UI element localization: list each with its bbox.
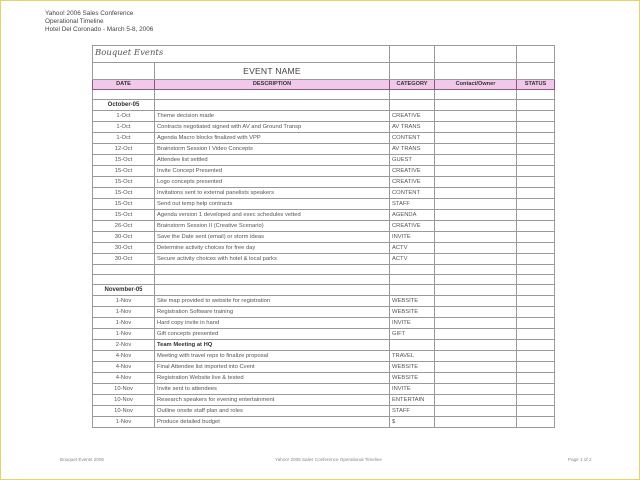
row-category: ENTERTAIN	[390, 395, 435, 406]
blank-cell	[517, 275, 555, 285]
row-date: 10-Nov	[93, 395, 155, 406]
event-name-row	[93, 63, 555, 80]
row-contact-owner	[435, 188, 517, 199]
row-description: Team Meeting at HQ	[155, 340, 390, 351]
timeline-table	[92, 45, 555, 428]
row-category: CREATIVE	[390, 177, 435, 188]
row-status	[517, 210, 555, 221]
row-contact-owner	[435, 199, 517, 210]
row-contact-owner	[435, 329, 517, 340]
row-category: AV TRANS	[390, 144, 435, 155]
row-contact-owner	[435, 210, 517, 221]
row-status	[517, 373, 555, 384]
blank-cell	[390, 90, 435, 100]
blank-row	[93, 275, 555, 285]
blank-cell	[390, 285, 435, 296]
row-contact-owner	[435, 177, 517, 188]
blank-cell	[93, 90, 155, 100]
table-row	[93, 307, 555, 318]
table-row	[93, 155, 555, 166]
row-category: CREATIVE	[390, 111, 435, 122]
row-status	[517, 296, 555, 307]
table-row	[93, 318, 555, 329]
row-category: $	[390, 417, 435, 428]
blank-cell	[517, 285, 555, 296]
row-date: 1-Nov	[93, 417, 155, 428]
row-contact-owner	[435, 417, 517, 428]
header-line-3: Hotel Del Coronado - March 5-8, 2006	[45, 26, 154, 34]
table-row	[93, 406, 555, 417]
blank-cell	[517, 100, 555, 111]
row-description: Save the Date sent (email) or storm ideas	[155, 232, 390, 243]
month-label: October-05	[93, 100, 155, 111]
row-category: INVITE	[390, 232, 435, 243]
row-contact-owner	[435, 362, 517, 373]
footer-right: Page 1 of 2	[568, 457, 592, 462]
row-status	[517, 340, 555, 351]
row-contact-owner	[435, 351, 517, 362]
row-category: WEBSITE	[390, 296, 435, 307]
timeline-table-body	[93, 46, 555, 428]
row-status	[517, 351, 555, 362]
row-category: CONTENT	[390, 133, 435, 144]
table-row	[93, 296, 555, 307]
row-date: 1-Nov	[93, 307, 155, 318]
row-date: 26-Oct	[93, 221, 155, 232]
row-contact-owner	[435, 340, 517, 351]
blank-cell	[435, 285, 517, 296]
row-contact-owner	[435, 296, 517, 307]
table-row	[93, 232, 555, 243]
document-header	[45, 10, 153, 35]
logo-cell	[93, 46, 390, 63]
row-category: GUEST	[390, 155, 435, 166]
row-date: 10-Nov	[93, 406, 155, 417]
row-description: Brainstorm Session II (Creative Scenario)	[155, 221, 390, 232]
table-row	[93, 111, 555, 122]
row-date: 4-Nov	[93, 351, 155, 362]
row-category: AGENDA	[390, 210, 435, 221]
blank-cell	[93, 265, 155, 275]
row-description: Final Attendee list imported into Cvent	[155, 362, 390, 373]
row-category	[390, 340, 435, 351]
blank-row	[93, 90, 555, 100]
blank-cell	[155, 265, 390, 275]
row-description: Send out temp help contracts	[155, 199, 390, 210]
row-date: 1-Oct	[93, 133, 155, 144]
row-category: ACTV	[390, 243, 435, 254]
row-status	[517, 177, 555, 188]
blank-cell	[155, 90, 390, 100]
column-header-row	[93, 80, 555, 90]
table-row	[93, 144, 555, 155]
table-row	[93, 329, 555, 340]
row-status	[517, 199, 555, 210]
table-row	[93, 351, 555, 362]
row-description: Determine activity choices for free day	[155, 243, 390, 254]
row-description: Agenda version 1 developed and exec schedules vetted	[155, 210, 390, 221]
table-row	[93, 384, 555, 395]
row-contact-owner	[435, 155, 517, 166]
row-date: 2-Nov	[93, 340, 155, 351]
row-description: Outline onsite staff plan and roles	[155, 406, 390, 417]
row-category: INVITE	[390, 384, 435, 395]
row-status	[517, 406, 555, 417]
row-category: WEBSITE	[390, 307, 435, 318]
row-date: 1-Nov	[93, 296, 155, 307]
table-row	[93, 122, 555, 133]
event-name: EVENT NAME	[155, 63, 390, 80]
row-description: Registration Software training	[155, 307, 390, 318]
header-description: DESCRIPTION	[155, 80, 390, 90]
table-row	[93, 221, 555, 232]
table-row	[93, 166, 555, 177]
row-date: 1-Nov	[93, 318, 155, 329]
row-contact-owner	[435, 166, 517, 177]
row-description: Secure activity choices with hotel & local parks	[155, 254, 390, 265]
table-row	[93, 340, 555, 351]
row-category: ACTV	[390, 254, 435, 265]
row-date: 15-Oct	[93, 210, 155, 221]
row-status	[517, 254, 555, 265]
row-status	[517, 307, 555, 318]
blank-cell	[435, 275, 517, 285]
row-category: STAFF	[390, 406, 435, 417]
row-status	[517, 243, 555, 254]
row-date: 30-Oct	[93, 254, 155, 265]
row-date: 30-Oct	[93, 232, 155, 243]
row-contact-owner	[435, 254, 517, 265]
header-line-2: Operational Timeline	[45, 18, 104, 26]
blank-cell	[390, 265, 435, 275]
row-contact-owner	[435, 406, 517, 417]
table-row	[93, 188, 555, 199]
row-date: 15-Oct	[93, 166, 155, 177]
header-date: DATE	[93, 80, 155, 90]
row-status	[517, 133, 555, 144]
row-date: 4-Nov	[93, 362, 155, 373]
blank-cell	[390, 100, 435, 111]
table-row	[93, 243, 555, 254]
table-row	[93, 395, 555, 406]
table-row	[93, 177, 555, 188]
row-status	[517, 166, 555, 177]
row-contact-owner	[435, 221, 517, 232]
blank-cell	[93, 275, 155, 285]
row-category: CREATIVE	[390, 221, 435, 232]
row-category: GIFT	[390, 329, 435, 340]
row-date: 15-Oct	[93, 199, 155, 210]
row-category: AV TRANS	[390, 122, 435, 133]
table-row	[93, 210, 555, 221]
row-description: Invitations sent to external panelists speakers	[155, 188, 390, 199]
row-description: Brainstorm Session I Video Concepts	[155, 144, 390, 155]
row-category: CONTENT	[390, 188, 435, 199]
blank-cell	[155, 100, 390, 111]
row-contact-owner	[435, 133, 517, 144]
month-row	[93, 100, 555, 111]
row-status	[517, 144, 555, 155]
row-description: Theme decision made	[155, 111, 390, 122]
row-status	[517, 111, 555, 122]
blank-cell	[435, 90, 517, 100]
row-contact-owner	[435, 307, 517, 318]
row-contact-owner	[435, 384, 517, 395]
row-description: Invite Concept Presented	[155, 166, 390, 177]
logo-row	[93, 46, 555, 63]
row-status	[517, 232, 555, 243]
row-status	[517, 188, 555, 199]
row-status	[517, 221, 555, 232]
row-description: Gift concepts presented	[155, 329, 390, 340]
blank-cell	[155, 285, 390, 296]
row-category: WEBSITE	[390, 362, 435, 373]
row-date: 15-Oct	[93, 188, 155, 199]
header-line-1: Yahoo! 2006 Sales Conference	[45, 10, 134, 17]
row-date: 1-Oct	[93, 122, 155, 133]
table-row	[93, 133, 555, 144]
table-row	[93, 417, 555, 428]
row-status	[517, 155, 555, 166]
row-description: Agenda Macro blocks finalized with VPP	[155, 133, 390, 144]
row-contact-owner	[435, 232, 517, 243]
table-row	[93, 254, 555, 265]
header-category: CATEGORY	[390, 80, 435, 90]
row-category: STAFF	[390, 199, 435, 210]
row-date: 4-Nov	[93, 373, 155, 384]
row-status	[517, 122, 555, 133]
company-logo: Bouquet Events	[95, 48, 164, 58]
row-status	[517, 417, 555, 428]
row-description: Meeting with travel reps to finalize proposal	[155, 351, 390, 362]
row-date: 15-Oct	[93, 155, 155, 166]
blank-cell	[435, 265, 517, 275]
row-description: Logo concepts presented	[155, 177, 390, 188]
footer-left: Bouquet Events 2006	[60, 457, 104, 462]
blank-cell	[435, 100, 517, 111]
row-category: INVITE	[390, 318, 435, 329]
row-category: TRAVEL	[390, 351, 435, 362]
row-status	[517, 329, 555, 340]
header-contact-owner: Contact/Owner	[435, 80, 517, 90]
row-description: Contracts negotiated signed with AV and Ground Transp	[155, 122, 390, 133]
row-description: Invite sent to attendees	[155, 384, 390, 395]
row-date: 10-Nov	[93, 384, 155, 395]
month-row	[93, 285, 555, 296]
row-status	[517, 384, 555, 395]
table-row	[93, 362, 555, 373]
row-status	[517, 395, 555, 406]
row-date: 30-Oct	[93, 243, 155, 254]
blank-cell	[517, 265, 555, 275]
row-status	[517, 362, 555, 373]
row-description: Attendee list settled	[155, 155, 390, 166]
row-contact-owner	[435, 243, 517, 254]
row-status	[517, 318, 555, 329]
row-category: WEBSITE	[390, 373, 435, 384]
table-row	[93, 373, 555, 384]
blank-row	[93, 265, 555, 275]
row-contact-owner	[435, 111, 517, 122]
row-date: 1-Oct	[93, 111, 155, 122]
row-date: 15-Oct	[93, 177, 155, 188]
blank-cell	[155, 275, 390, 285]
header-status: STATUS	[517, 80, 555, 90]
row-contact-owner	[435, 122, 517, 133]
row-description: Produce detailed budget	[155, 417, 390, 428]
row-description: Hard copy invite in hand	[155, 318, 390, 329]
row-date: 1-Nov	[93, 329, 155, 340]
row-contact-owner	[435, 144, 517, 155]
row-description: Site map provided to website for registration	[155, 296, 390, 307]
row-contact-owner	[435, 373, 517, 384]
footer-center: Yahoo! 2006 Sales Conference Operational Timeline	[275, 457, 382, 462]
row-date: 12-Oct	[93, 144, 155, 155]
blank-cell	[517, 90, 555, 100]
row-description: Registration Website live & tested	[155, 373, 390, 384]
row-contact-owner	[435, 318, 517, 329]
month-label: November-05	[93, 285, 155, 296]
table-row	[93, 199, 555, 210]
blank-cell	[390, 275, 435, 285]
row-contact-owner	[435, 395, 517, 406]
row-category: CREATIVE	[390, 166, 435, 177]
row-description: Research speakers for evening entertainment	[155, 395, 390, 406]
